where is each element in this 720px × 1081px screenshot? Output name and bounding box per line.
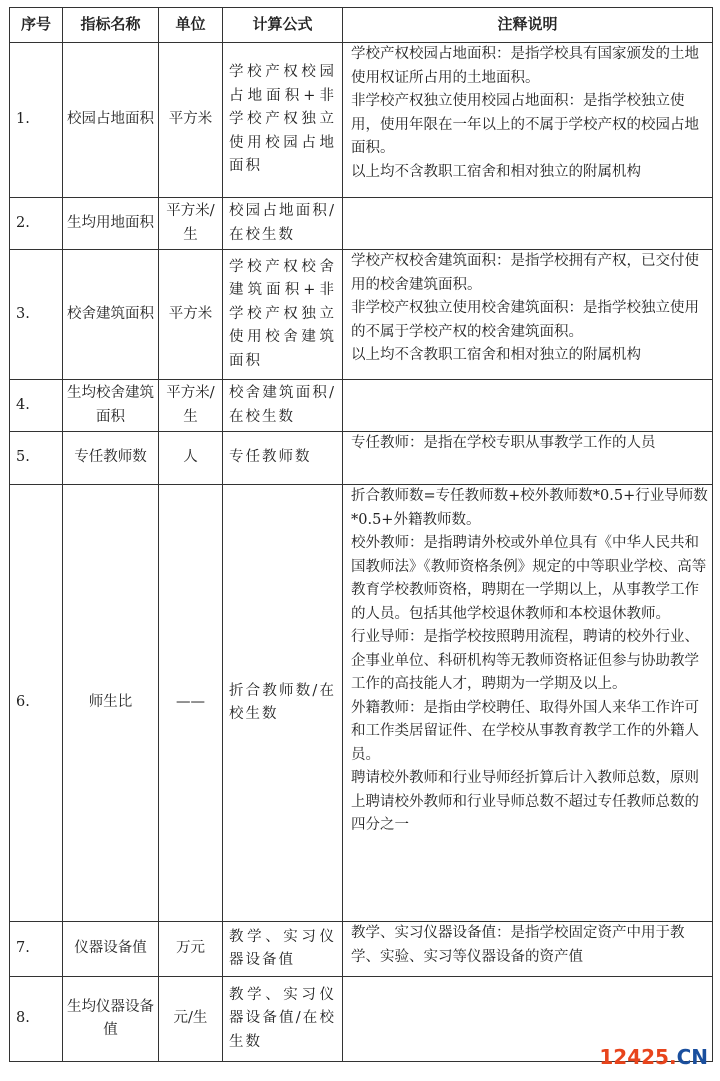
note-paragraph: 非学校产权独立使用校园占地面积：是指学校独立使用，使用年限在一年以上的不属于学校产权的校园占地面积。 xyxy=(351,93,699,156)
indicator-name: 生均仪器设备值 xyxy=(63,977,159,1062)
table-row xyxy=(10,922,713,977)
row-number: 5. xyxy=(10,432,63,485)
indicator-notes xyxy=(343,485,713,922)
indicator-formula: 校园占地面积/在校生数 xyxy=(223,198,343,250)
note-paragraph: 外籍教师：是指由学校聘任、取得外国人来华工作许可和工作类居留证件、在学校从事教育教学工作的外籍人员。 xyxy=(351,699,699,763)
watermark-cn: CN xyxy=(676,1045,708,1069)
row-number: 4. xyxy=(10,380,63,432)
indicator-formula: 教学、实习仪器设备值/在校生数 xyxy=(223,977,343,1062)
note-paragraph: 折合教师数=专任教师数+校外教师数*0.5+行业导师数*0.5+外籍教师数。 xyxy=(351,488,708,528)
indicator-notes xyxy=(343,432,713,485)
row-number: 7. xyxy=(10,922,63,977)
indicator-formula: 学校产权校舍建筑面积+非学校产权独立使用校舍建筑面积 xyxy=(223,250,343,380)
note-paragraph: 以上均不含教职工宿舍和相对独立的附属机构 xyxy=(351,347,641,363)
note-paragraph: 教学、实习仪器设备值：是指学校固定资产中用于教学、实验、实习等仪器设备的资产值 xyxy=(351,925,685,965)
indicator-unit: 平方米/生 xyxy=(159,198,223,250)
table-row xyxy=(10,43,713,198)
table-row xyxy=(10,250,713,380)
indicator-unit: 元/生 xyxy=(159,977,223,1062)
indicator-unit: 平方米/生 xyxy=(159,380,223,432)
table-row xyxy=(10,380,713,432)
indicator-name: 专任教师数 xyxy=(63,432,159,485)
indicator-name: 仪器设备值 xyxy=(63,922,159,977)
row-number: 6. xyxy=(10,485,63,922)
indicator-notes xyxy=(343,250,713,380)
note-paragraph: 以上均不含教职工宿舍和相对独立的附属机构 xyxy=(351,163,641,180)
note-paragraph: 学校产权校园占地面积：是指学校具有国家颁发的土地使用权证所占用的土地面积。 xyxy=(351,46,699,86)
indicator-formula: 学校产权校园占地面积+非学校产权独立使用校园占地面积 xyxy=(223,43,343,198)
table-header-row xyxy=(10,8,713,43)
indicator-notes xyxy=(343,198,713,250)
indicator-notes xyxy=(343,43,713,198)
indicator-notes xyxy=(343,922,713,977)
row-number: 3. xyxy=(10,250,63,380)
table-row xyxy=(10,198,713,250)
indicator-formula: 折合教师数/在校生数 xyxy=(223,485,343,922)
note-paragraph: 聘请校外教师和行业导师经折算后计入教师总数，原则上聘请校外教师和行业导师总数不超过专任教师总数的四分之一 xyxy=(351,770,699,833)
header-unit: 单位 xyxy=(159,8,223,43)
indicator-unit: 平方米 xyxy=(159,43,223,198)
row-number: 1. xyxy=(10,43,63,198)
site-watermark xyxy=(599,1045,708,1069)
indicator-formula: 专任教师数 xyxy=(223,432,343,485)
indicator-name: 师生比 xyxy=(63,485,159,922)
indicator-table xyxy=(9,7,713,1062)
indicator-unit: 平方米 xyxy=(159,250,223,380)
row-number: 8. xyxy=(10,977,63,1062)
table-row xyxy=(10,485,713,922)
indicator-notes xyxy=(343,380,713,432)
header-formula: 计算公式 xyxy=(223,8,343,43)
indicator-name: 生均校舍建筑面积 xyxy=(63,380,159,432)
note-paragraph: 专任教师：是指在学校专职从事教学工作的人员 xyxy=(351,435,656,451)
indicator-unit: —— xyxy=(159,485,223,922)
note-paragraph: 学校产权校舍建筑面积：是指学校拥有产权，已交付使用的校舍建筑面积。 xyxy=(351,253,699,293)
indicator-formula: 校舍建筑面积/在校生数 xyxy=(223,380,343,432)
header-name: 指标名称 xyxy=(63,8,159,43)
watermark-dot: . xyxy=(668,1045,677,1069)
indicator-formula: 教学、实习仪器设备值 xyxy=(223,922,343,977)
header-notes: 注释说明 xyxy=(343,8,713,43)
indicator-unit: 万元 xyxy=(159,922,223,977)
indicator-name: 生均用地面积 xyxy=(63,198,159,250)
note-paragraph: 校外教师：是指聘请外校或外单位具有《中华人民共和国教师法》《教师资格条例》规定的中等职业学校、高等教育学校教师资格，聘期在一学期以上，从事教学工作的人员。包括其他学校退休教师和本校退休教师。 xyxy=(351,535,707,622)
header-no: 序号 xyxy=(10,8,63,43)
indicator-name: 校园占地面积 xyxy=(63,43,159,198)
indicator-name: 校舍建筑面积 xyxy=(63,250,159,380)
table-row xyxy=(10,432,713,485)
row-number: 2. xyxy=(10,198,63,250)
note-paragraph: 行业导师：是指学校按照聘用流程，聘请的校外行业、企事业单位、科研机构等无教师资格证但参与协助教学工作的高技能人才，聘期为一学期及以上。 xyxy=(351,629,699,692)
indicator-unit: 人 xyxy=(159,432,223,485)
watermark-number: 12425 xyxy=(599,1045,669,1069)
note-paragraph: 非学校产权独立使用校舍建筑面积：是指学校独立使用的不属于学校产权的校舍建筑面积。 xyxy=(351,300,699,340)
